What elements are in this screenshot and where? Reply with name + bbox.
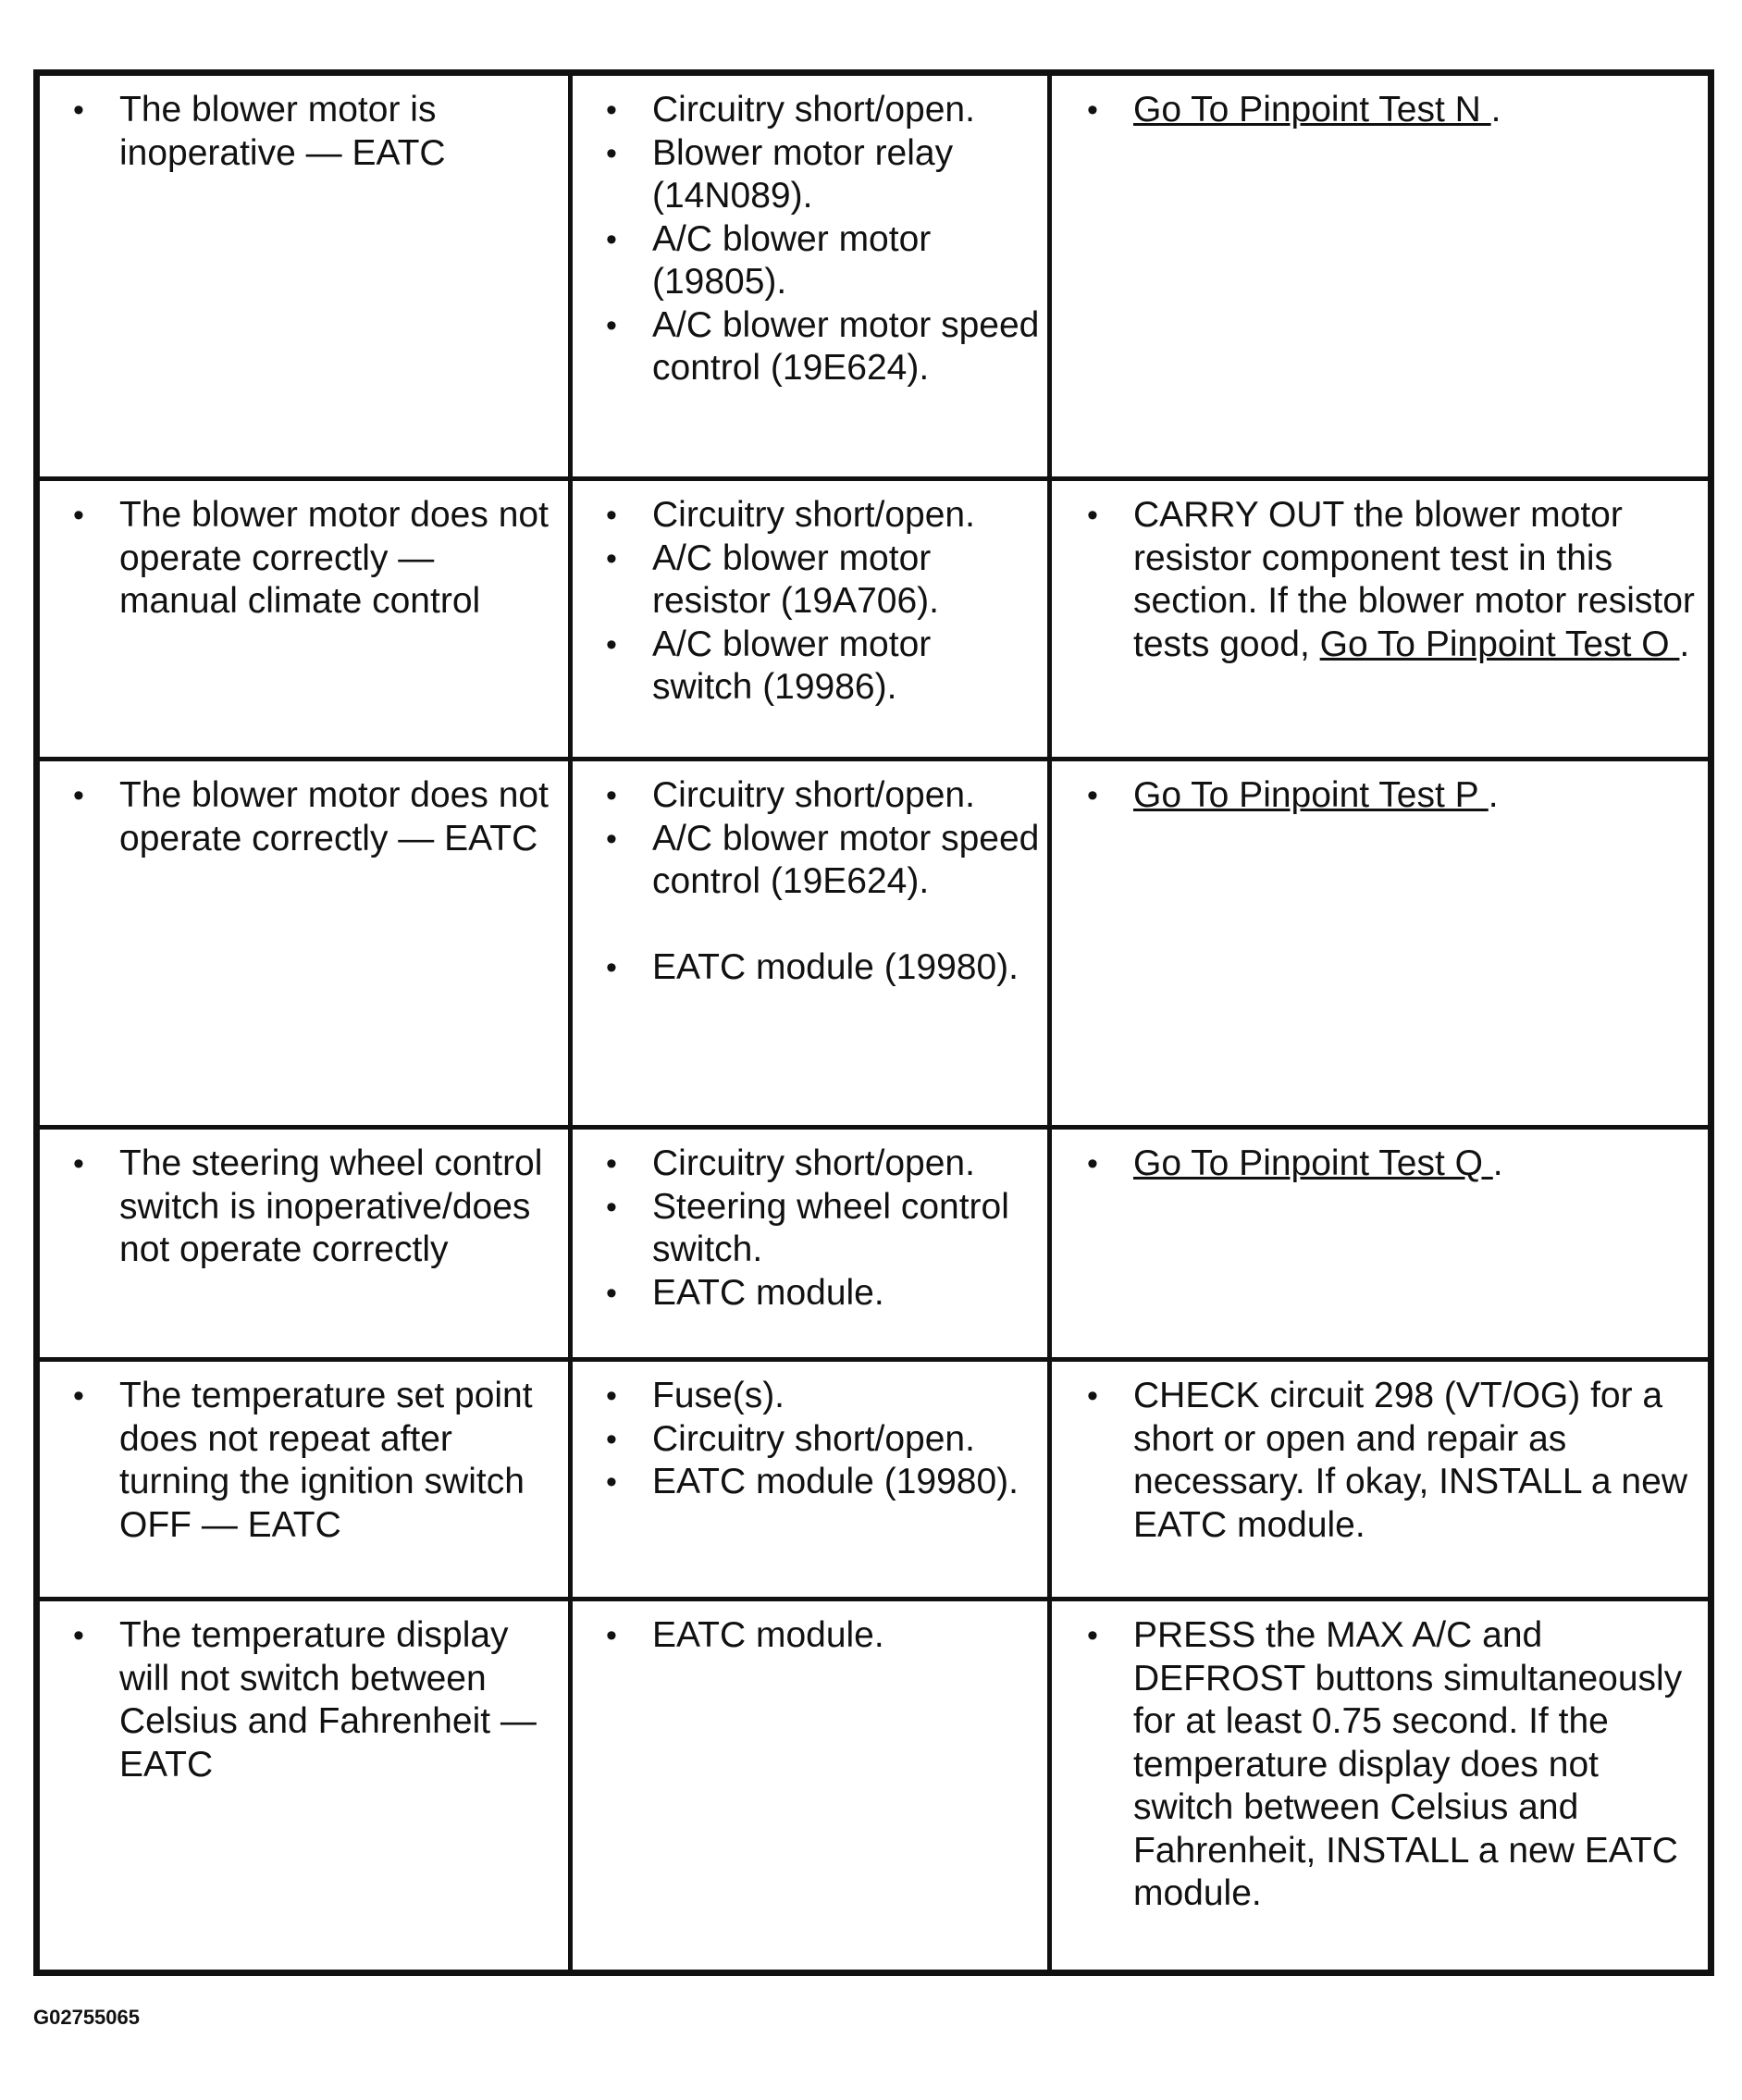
table-row xyxy=(37,760,1711,1128)
source-item: • EATC module. xyxy=(652,1272,1040,1316)
condition-item: • The blower motor is inoperative — EATC xyxy=(119,89,561,175)
table-row xyxy=(37,73,1711,479)
condition-cell xyxy=(37,760,571,1128)
possible-source-cell xyxy=(571,1360,1050,1600)
table-row xyxy=(37,1128,1711,1360)
possible-source-cell xyxy=(571,1600,1050,1973)
source-item: • Steering wheel control switch. xyxy=(652,1186,1040,1272)
condition-cell xyxy=(37,1128,571,1360)
possible-source-cell xyxy=(571,479,1050,760)
action-cell xyxy=(1050,479,1711,760)
source-item: • Circuitry short/open. xyxy=(652,1143,1040,1186)
source-item: • EATC module (19980). xyxy=(652,1461,1040,1504)
action-item xyxy=(1133,774,1700,818)
diagnosis-sheet xyxy=(33,69,1708,1976)
action-text: CHECK circuit 298 (VT/OG) for a short or open and repair as necessary. If okay, INSTALL a new EATC module. xyxy=(1133,1376,1687,1545)
action-suffix: . xyxy=(1488,775,1499,815)
condition-item: • The temperature set point does not repeat after turning the ignition switch OFF — EATC xyxy=(119,1375,561,1547)
condition-item: • The temperature display will not switch between Celsius and Fahrenheit — EATC xyxy=(119,1614,561,1786)
condition-cell xyxy=(37,1360,571,1600)
source-item: • A/C blower motor resistor (19A706). xyxy=(652,537,1040,624)
condition-item: • The blower motor does not operate correctly — EATC xyxy=(119,774,561,860)
source-item: • A/C blower motor speed control (19E624). xyxy=(652,304,1040,390)
possible-source-cell xyxy=(571,1128,1050,1360)
source-item: • EATC module. xyxy=(652,1614,1040,1658)
pinpoint-test-p-link[interactable]: Go To Pinpoint Test P xyxy=(1133,775,1489,815)
action-item xyxy=(1133,1375,1700,1547)
action-text: CARRY OUT the blower motor resistor component test in this section. If the blower motor resistor tests good, xyxy=(1133,495,1695,664)
condition-cell xyxy=(37,479,571,760)
possible-source-cell xyxy=(571,73,1050,479)
action-item xyxy=(1133,1143,1700,1186)
table-row xyxy=(37,1600,1711,1973)
action-cell xyxy=(1050,1360,1711,1600)
action-suffix: . xyxy=(1490,90,1501,130)
source-item: • EATC module (19980). xyxy=(652,946,1040,990)
action-item xyxy=(1133,1614,1700,1916)
source-item: • Fuse(s). xyxy=(652,1375,1040,1418)
figure-code: G02755065 xyxy=(33,2006,140,2029)
pinpoint-test-o-link[interactable]: Go To Pinpoint Test O xyxy=(1319,624,1680,664)
condition-cell xyxy=(37,73,571,479)
action-cell xyxy=(1050,1128,1711,1360)
source-item: • A/C blower motor switch (19986). xyxy=(652,624,1040,710)
table-row xyxy=(37,479,1711,760)
condition-item: • The blower motor does not operate correctly — manual climate control xyxy=(119,494,561,624)
source-item: • Circuitry short/open. xyxy=(652,774,1040,818)
action-cell xyxy=(1050,73,1711,479)
table-row xyxy=(37,1360,1711,1600)
action-item xyxy=(1133,89,1700,132)
possible-source-cell xyxy=(571,760,1050,1128)
condition-cell xyxy=(37,1600,571,1973)
action-text: PRESS the MAX A/C and DEFROST buttons simultaneously for at least 0.75 second. If the temperature display does not switch between Celsius and Fahrenheit, INSTALL a new EATC module. xyxy=(1133,1615,1683,1913)
action-item xyxy=(1133,494,1700,666)
action-cell xyxy=(1050,1600,1711,1973)
symptom-chart-table xyxy=(33,69,1714,1976)
action-suffix: . xyxy=(1679,624,1690,664)
action-cell xyxy=(1050,760,1711,1128)
source-item: • Blower motor relay (14N089). xyxy=(652,132,1040,218)
pinpoint-test-n-link[interactable]: Go To Pinpoint Test N xyxy=(1133,90,1491,130)
source-item: • Circuitry short/open. xyxy=(652,1418,1040,1462)
source-item: • Circuitry short/open. xyxy=(652,494,1040,537)
pinpoint-test-q-link[interactable]: Go To Pinpoint Test Q xyxy=(1133,1143,1493,1183)
condition-item: • The steering wheel control switch is inoperative/does not operate correctly xyxy=(119,1143,561,1272)
source-item: • A/C blower motor speed control (19E624). xyxy=(652,818,1040,904)
source-item: • A/C blower motor (19805). xyxy=(652,218,1040,304)
source-item: • Circuitry short/open. xyxy=(652,89,1040,132)
action-suffix: . xyxy=(1492,1143,1503,1183)
